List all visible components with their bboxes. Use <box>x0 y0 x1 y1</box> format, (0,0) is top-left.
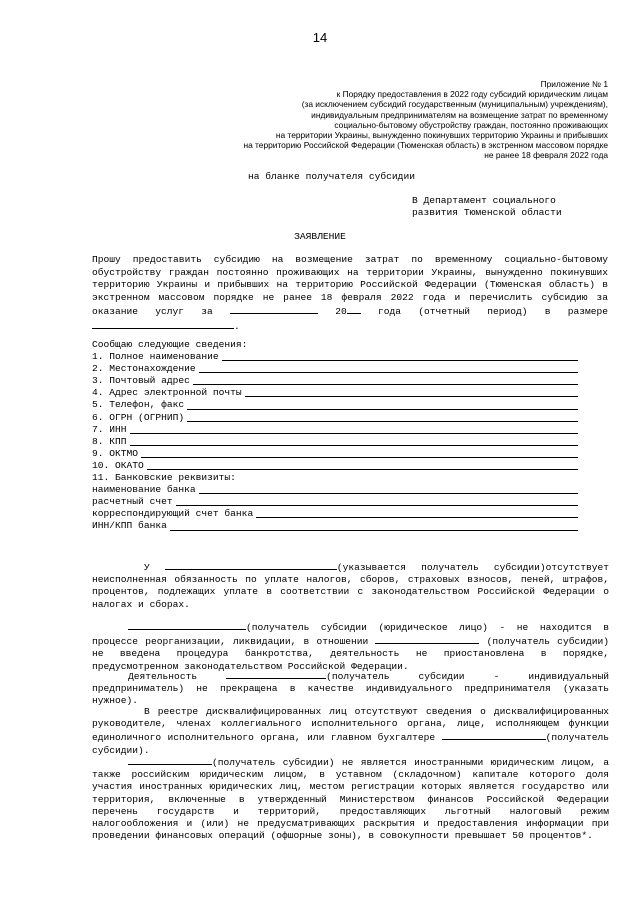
field-row <box>92 363 578 375</box>
p4-text-a: В реестре дисквалифицированных лиц отсутствуют сведения о дисквалифицированных руководителе, членах коллегиального исполнительного органа, лице, исполняющем функции единоличного исполнительного органа, или главном бухгалтере <box>92 706 609 744</box>
page-number: 14 <box>312 30 328 45</box>
field-label: 9. ОКТМО <box>92 447 139 459</box>
bank-label: расчетный счет <box>92 496 173 508</box>
activity-paragraph <box>92 669 609 708</box>
bank-label: ИНН/КПП банка <box>92 520 167 532</box>
field-label: 8. КПП <box>92 435 127 447</box>
bank-blank[interactable] <box>176 496 578 506</box>
field-label: 5. Телефон, факс <box>92 399 185 411</box>
amount-blank[interactable] <box>92 319 234 329</box>
field-blank[interactable] <box>193 375 578 385</box>
field-blank[interactable] <box>187 400 578 410</box>
recipient-blank[interactable] <box>128 755 212 765</box>
bank-row <box>92 520 578 532</box>
recipient-blank[interactable] <box>375 634 479 644</box>
offshore-paragraph <box>92 755 609 842</box>
field-blank[interactable] <box>130 436 578 446</box>
bank-blank[interactable] <box>256 508 578 518</box>
details-section <box>92 339 578 533</box>
intro-paragraph <box>92 254 608 334</box>
intro-text-end: . <box>234 320 240 332</box>
field-blank[interactable] <box>130 424 578 434</box>
reorganization-paragraph <box>92 620 609 673</box>
appendix-line: Приложение № 1 <box>540 79 608 89</box>
field-row <box>92 387 578 399</box>
field-row <box>92 399 578 411</box>
field-label: 1. Полное наименование <box>92 351 219 363</box>
field-label: 4. Адрес электронной почты <box>92 387 242 399</box>
field-label: 6. ОГРН (ОГРНИП) <box>92 411 185 423</box>
tax-debt-paragraph <box>92 560 609 611</box>
appendix-line: (за исключением субсидий государственным (муниципальным) учреждениям), <box>301 99 608 110</box>
field-label: 2. Местонахождение <box>92 363 196 375</box>
addressee <box>412 195 562 218</box>
field-row <box>92 375 578 387</box>
bank-blank[interactable] <box>199 484 578 494</box>
recipient-blank[interactable] <box>442 730 546 740</box>
bank-label: наименование банка <box>92 484 196 496</box>
appendix-line: к Порядку предоставления в 2022 году субсидий юридическим лицам <box>336 89 608 100</box>
year-blank[interactable] <box>347 304 361 314</box>
appendix-header <box>188 79 608 161</box>
document-title: ЗАЯВЛЕНИЕ <box>294 231 346 242</box>
field-label: 10. ОКАТО <box>92 459 144 471</box>
intro-text: Прошу предоставить субсидию на возмещение затрат по временному социально-бытовому обустройству граждан постоянно проживающих на территории Украины, вынужденно покинувших территорию Украины и прибывших на территорию Российской Федерации (Тюменская область) в экстренном массовом порядке не ранее 18 февраля 2022 года и перечислить субсидию за оказание услуг за <box>92 254 608 318</box>
p3-text-b: (получатель субсидии - индивидуальный предприниматель) не прекращена в качестве индивидуального предпринимателя (указать нужное). <box>92 671 609 707</box>
appendix-line: индивидуальным предпринимателям на возмещение затрат по временному <box>311 109 608 120</box>
field-label: 3. Почтовый адрес <box>92 375 190 387</box>
recipient-blank[interactable] <box>128 620 246 630</box>
p2-text-a: (получатель субсидии (юридическое лицо) - не находится в процессе реорганизации, ликвидации, в отношении <box>92 622 609 648</box>
field-blank[interactable] <box>187 412 578 422</box>
field-blank[interactable] <box>245 387 578 397</box>
field-row <box>92 424 578 436</box>
field-blank[interactable] <box>141 448 578 458</box>
details-header-text: Сообщаю следующие сведения: <box>92 339 248 350</box>
details-header <box>92 339 578 351</box>
field-row <box>92 460 578 472</box>
recipient-blank[interactable] <box>165 560 337 570</box>
appendix-line: социально-бытовому обустройству граждан, постоянно проживающих <box>334 119 608 130</box>
field-label: 7. ИНН <box>92 423 127 435</box>
bank-blank[interactable] <box>170 521 578 531</box>
p1-prefix: У <box>144 562 150 573</box>
bank-row <box>92 484 578 496</box>
field-row <box>92 436 578 448</box>
year-prefix: 20 <box>335 306 347 318</box>
disqualification-paragraph <box>92 706 609 757</box>
bank-header <box>92 472 578 484</box>
bank-header-text: 11. Банковские реквизиты: <box>92 472 236 484</box>
p4-text-b: (получатель субсидии). <box>92 732 609 756</box>
bank-row <box>92 496 578 508</box>
bank-row <box>92 508 578 520</box>
addressee-line: В Департамент социального <box>412 195 556 206</box>
addressee-line: развития Тюменской области <box>412 206 562 218</box>
appendix-line: на территорию Российской Федерации (Тюменская область) в экстренном массовом порядке <box>243 140 608 151</box>
p1-text: (указывается получатель субсидии)отсутствует неисполненная обязанность по уплате налогов, сборов, страховых взносов, пеней, штрафов, процентов, подлежащих уплате в соответствии с законодательством Российской Федерации о налогах и сборах. <box>92 562 609 610</box>
field-row <box>92 351 578 363</box>
field-row <box>92 412 578 424</box>
field-blank[interactable] <box>147 460 578 470</box>
p2-text-b: (получатель субсидии) не введена процедура банкротства, деятельность не приостановлена в порядке, предусмотренном законодательством Российской Федерации. <box>92 636 609 672</box>
field-blank[interactable] <box>199 363 578 373</box>
field-row <box>92 448 578 460</box>
p3-text-a: Деятельность <box>128 671 198 682</box>
field-blank[interactable] <box>222 351 578 361</box>
recipient-blank[interactable] <box>226 669 326 679</box>
appendix-line: на территории Украины, вынужденно покинувших территорию Украины и прибывших <box>275 130 608 141</box>
appendix-line: не ранее 18 февраля 2022 года <box>484 150 608 161</box>
letterhead-note: на бланке получателя субсидии <box>248 171 415 182</box>
intro-text-mid: года (отчетный период) в размере <box>377 306 608 318</box>
p5-text: (получатель субсидии) не является иностранными юридическим лицом, а также российским юридическим лицом, в уставном (складочном) капитале которого доля участия иностранных юридических лиц, местом регистрации которых является государство или территория, включенные в утвержденный Министерством финансов Российской Федерации перечень государств и территорий, предоставляющих льготный налоговый режим налогообложения и (или) не предусматривающих раскрытия и предоставления информации при проведении финансовых операций (офшорные зоны), в совокупности превышает 50 процентов*. <box>92 757 609 842</box>
period-blank[interactable] <box>230 304 318 314</box>
bank-label: корреспондирующий счет банка <box>92 508 254 520</box>
